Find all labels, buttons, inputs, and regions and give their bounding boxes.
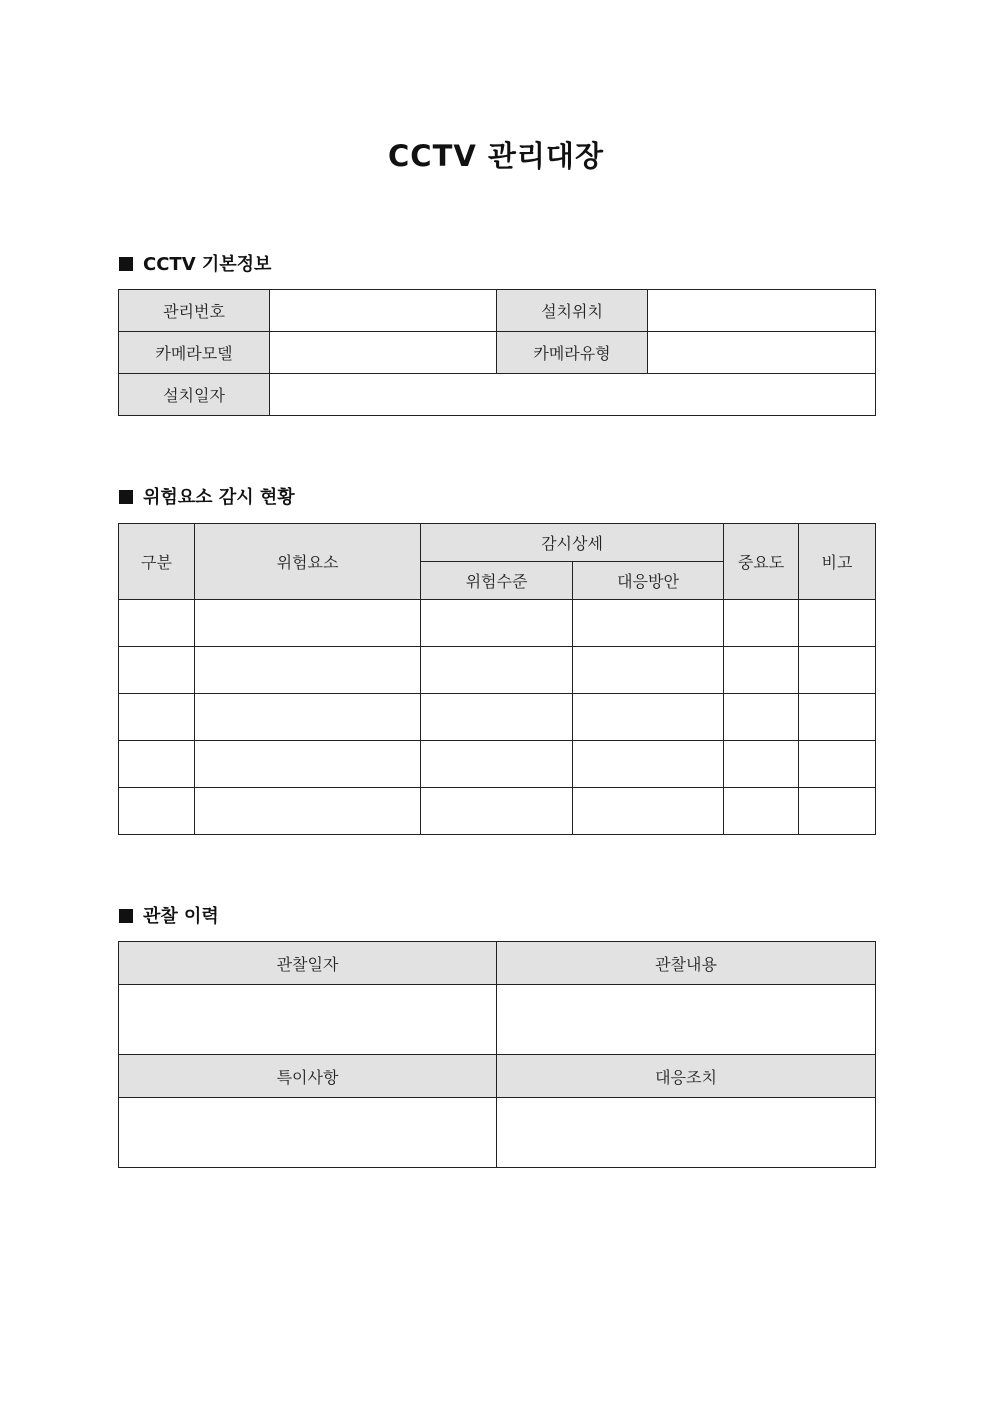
cell-remarks[interactable] xyxy=(799,647,876,694)
field-install-date[interactable] xyxy=(270,374,876,416)
cell-risk-factor[interactable] xyxy=(195,647,421,694)
header-monitoring-detail: 감시상세 xyxy=(421,524,724,562)
label-install-date: 설치일자 xyxy=(119,374,270,416)
cell-category[interactable] xyxy=(119,788,195,835)
header-obs-date: 관찰일자 xyxy=(119,942,497,985)
field-install-location[interactable] xyxy=(648,290,876,332)
cell-risk-level[interactable] xyxy=(421,600,573,647)
cell-risk-level[interactable] xyxy=(421,647,573,694)
cell-risk-level[interactable] xyxy=(421,694,573,741)
cell-remarks[interactable] xyxy=(799,600,876,647)
table-row xyxy=(119,741,876,788)
cell-remarks[interactable] xyxy=(799,694,876,741)
cell-response-plan[interactable] xyxy=(573,741,724,788)
table-row xyxy=(119,647,876,694)
table-row xyxy=(119,788,876,835)
label-management-no: 관리번호 xyxy=(119,290,270,332)
header-obs-content: 관찰내용 xyxy=(497,942,876,985)
cell-category[interactable] xyxy=(119,647,195,694)
header-response-action: 대응조치 xyxy=(497,1055,876,1098)
square-bullet-icon xyxy=(119,490,133,504)
table-row xyxy=(119,600,876,647)
field-response-action[interactable] xyxy=(497,1098,876,1168)
header-category: 구분 xyxy=(119,524,195,600)
field-obs-content[interactable] xyxy=(497,985,876,1055)
cell-importance[interactable] xyxy=(724,788,799,835)
cell-risk-factor[interactable] xyxy=(195,694,421,741)
cell-category[interactable] xyxy=(119,600,195,647)
field-special-notes[interactable] xyxy=(119,1098,497,1168)
square-bullet-icon xyxy=(119,257,133,271)
header-importance: 중요도 xyxy=(724,524,799,600)
field-management-no[interactable] xyxy=(270,290,497,332)
cell-response-plan[interactable] xyxy=(573,647,724,694)
square-bullet-icon xyxy=(119,909,133,923)
section-heading-basic xyxy=(119,253,271,277)
cell-remarks[interactable] xyxy=(799,741,876,788)
field-camera-model[interactable] xyxy=(270,332,497,374)
risk-monitoring-table xyxy=(118,523,876,835)
basic-info-table xyxy=(118,289,876,416)
section-heading-observation xyxy=(119,905,219,929)
field-camera-type[interactable] xyxy=(648,332,876,374)
section-heading-observation-text: 관찰 이력 xyxy=(143,906,219,927)
header-special-notes: 특이사항 xyxy=(119,1055,497,1098)
label-camera-model: 카메라모델 xyxy=(119,332,270,374)
cell-response-plan[interactable] xyxy=(573,600,724,647)
label-camera-type: 카메라유형 xyxy=(497,332,648,374)
table-row xyxy=(119,694,876,741)
cell-category[interactable] xyxy=(119,694,195,741)
cell-importance[interactable] xyxy=(724,694,799,741)
header-remarks: 비고 xyxy=(799,524,876,600)
observation-history-table xyxy=(118,941,876,1168)
cell-category[interactable] xyxy=(119,741,195,788)
cell-risk-level[interactable] xyxy=(421,741,573,788)
cell-importance[interactable] xyxy=(724,647,799,694)
section-heading-basic-text: CCTV 기본정보 xyxy=(143,254,272,275)
cell-risk-factor[interactable] xyxy=(195,600,421,647)
field-obs-date[interactable] xyxy=(119,985,497,1055)
section-heading-risk xyxy=(119,486,295,510)
cell-risk-level[interactable] xyxy=(421,788,573,835)
header-response-plan: 대응방안 xyxy=(573,562,724,600)
cell-response-plan[interactable] xyxy=(573,694,724,741)
section-heading-risk-text: 위험요소 감시 현황 xyxy=(143,487,295,508)
cell-risk-factor[interactable] xyxy=(195,788,421,835)
cell-importance[interactable] xyxy=(724,600,799,647)
document-title: CCTV 관리대장 xyxy=(388,139,604,173)
cell-risk-factor[interactable] xyxy=(195,741,421,788)
header-risk-factor: 위험요소 xyxy=(195,524,421,600)
cell-importance[interactable] xyxy=(724,741,799,788)
cell-remarks[interactable] xyxy=(799,788,876,835)
cell-response-plan[interactable] xyxy=(573,788,724,835)
label-install-location: 설치위치 xyxy=(497,290,648,332)
header-risk-level: 위험수준 xyxy=(421,562,573,600)
